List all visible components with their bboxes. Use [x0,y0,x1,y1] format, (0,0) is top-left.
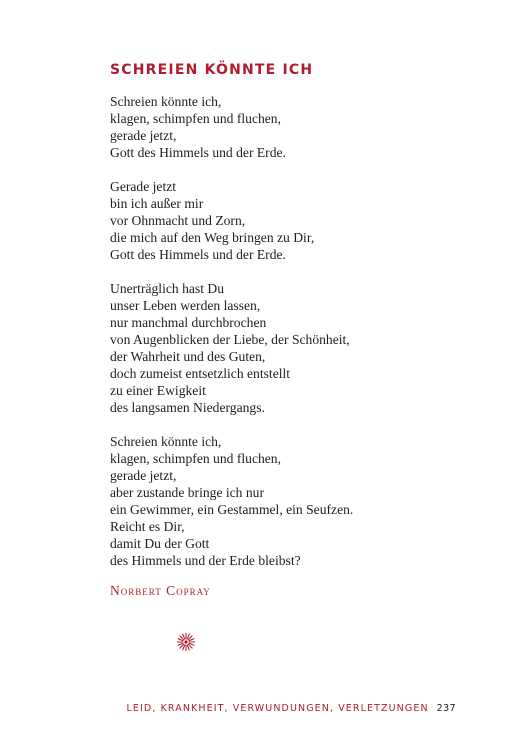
poem-line: aber zustande bringe ich nur [110,485,264,500]
poem-line: zu einer Ewigkeit [110,383,206,398]
poem-line: gerade jetzt, [110,128,177,143]
poem-line: unser Leben werden lassen, [110,298,261,313]
poem-title: SCHREIEN KÖNNTE ICH [110,62,314,78]
section-title: LEID, KRANKHEIT, VERWUNDUNGEN, VERLETZUNGEN [126,703,429,714]
poem-line: des langsamen Niedergangs. [110,400,265,415]
poem-line: damit Du der Gott [110,536,210,551]
stanza [110,93,470,161]
poem-line: Gott des Himmels und der Erde. [110,145,286,160]
poem-line: doch zumeist entsetzlich entstellt [110,366,291,381]
poem-line: klagen, schimpfen und fluchen, [110,111,282,126]
stanza [110,178,470,263]
poem-author: Norbert Copray [110,583,211,598]
poem-line: Reicht es Dir, [110,519,185,534]
poem-line: der Wahrheit und des Guten, [110,349,266,364]
poem-line: nur manchmal durchbrochen [110,315,267,330]
poem-line: gerade jetzt, [110,468,177,483]
stanza [110,433,470,569]
asterisk-flower-icon [176,632,196,652]
poem-line: des Himmels und der Erde bleibst? [110,553,301,568]
poem-line: Schreien könnte ich, [110,434,222,449]
ornament-center [184,640,187,643]
running-footer [127,703,456,714]
poem-line: ein Gewimmer, ein Gestammel, ein Seufzen. [110,502,354,517]
poem-line: Gerade jetzt [110,179,177,194]
poem-line: Unerträglich hast Du [110,281,225,296]
stanza [110,280,470,416]
poem-line: bin ich außer mir [110,196,204,211]
poem-line: klagen, schimpfen und fluchen, [110,451,282,466]
poem-line: die mich auf den Weg bringen zu Dir, [110,230,315,245]
poem-body [110,93,470,569]
poem-line: vor Ohnmacht und Zorn, [110,213,246,228]
page-number: 237 [436,703,456,714]
poem-line: von Augenblicken der Liebe, der Schönheit, [110,332,350,347]
poem-line: Schreien könnte ich, [110,94,222,109]
poem-line: Gott des Himmels und der Erde. [110,247,286,262]
